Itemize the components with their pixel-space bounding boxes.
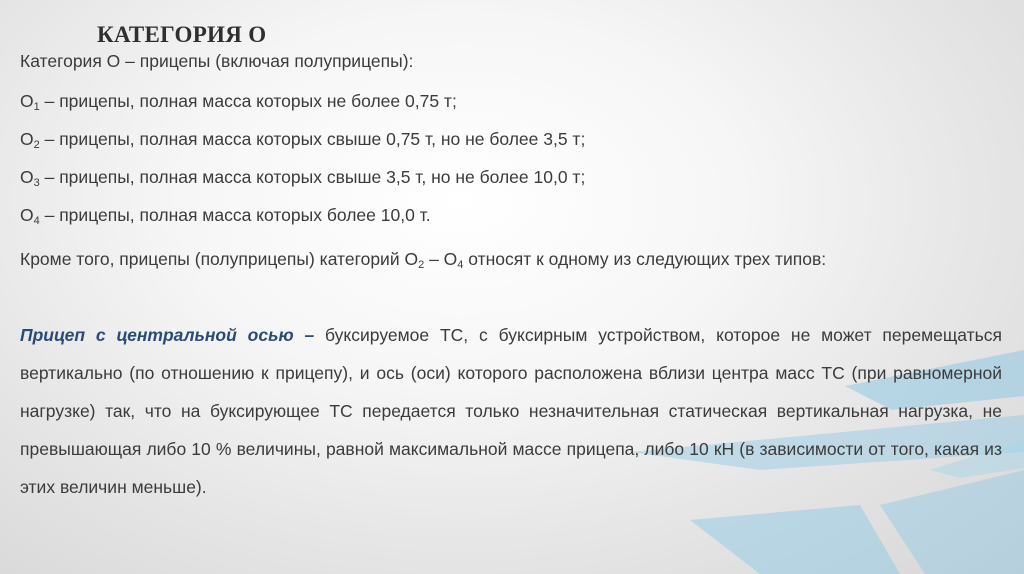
category-letter: О [20, 129, 34, 149]
category-subscript: 1 [33, 101, 40, 113]
category-description: – прицепы, полная масса которых не более 0,75 т; [39, 91, 457, 111]
category-description: – прицепы, полная масса которых более 10,0 т. [39, 205, 431, 225]
paragraph-text: Кроме того, прицепы (полуприцепы) категорий О [20, 249, 419, 269]
slide-title: КАТЕГОРИЯ О [97, 22, 267, 47]
category-item [20, 128, 585, 150]
paragraph-text: относят к одному из следующих трех типов: [463, 249, 827, 269]
definition-paragraph [20, 316, 1002, 506]
category-subscript: 3 [33, 177, 40, 189]
category-item [20, 204, 431, 226]
category-letter: О [20, 167, 34, 187]
category-subscript: 2 [33, 139, 40, 151]
category-subscript: 4 [33, 215, 40, 227]
category-subscript: 4 [457, 259, 464, 271]
definition-term: Прицеп с центральной осью – [20, 325, 315, 345]
paragraph-text: – О [424, 249, 458, 269]
category-item [20, 166, 585, 188]
category-item [20, 90, 457, 112]
definition-text: буксируемое ТС, с буксирным устройством, которое не может перемещаться вертикально (по отношению к прицепу), и ось (оси) которого расположена вблизи центра масс ТС (при равномерной нагрузке) так, что на буксирующее ТС передается только незначительная статическая вертикальная нагрузка, не превышающая либо 10 % величины, равной максимальной массе прицепа, либо 10 кН (в зависимости от того, какая из этих величин меньше). [20, 325, 1002, 497]
types-paragraph [20, 240, 1002, 278]
category-letter: О [20, 91, 34, 111]
intro-text: Категория О – прицепы (включая полуприцепы): [20, 51, 414, 71]
category-letter: О [20, 205, 34, 225]
category-subscript: 2 [418, 259, 425, 271]
category-description: – прицепы, полная масса которых свыше 0,75 т, но не более 3,5 т; [39, 129, 586, 149]
category-description: – прицепы, полная масса которых свыше 3,5 т, но не более 10,0 т; [39, 167, 586, 187]
stripe-shape [690, 505, 900, 574]
